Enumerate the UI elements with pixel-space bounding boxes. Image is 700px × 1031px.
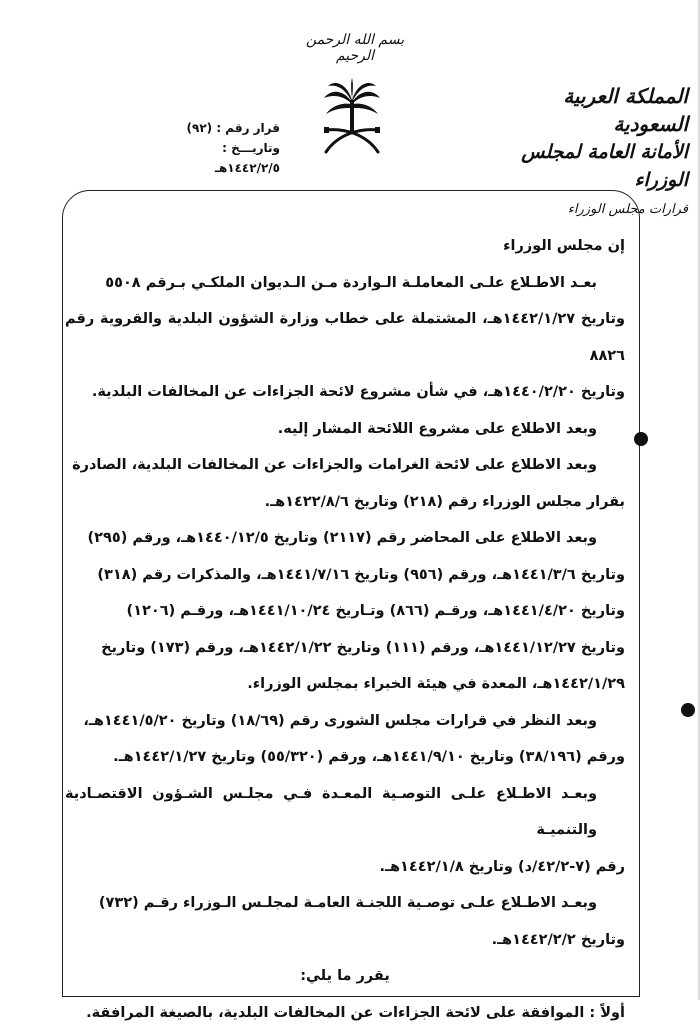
body-line: وبعـد الاطـلاع علـى التوصـية المعـدة فـي مجلـس الشـؤون الاقتصـادية والتنميـة <box>65 776 625 849</box>
decision-date: وتاريـــخ : ١٤٤٢/٢/٥هـ <box>165 138 280 178</box>
decision-body <box>65 228 625 1031</box>
body-line: رقم (٧-٤٢/٢/د) وتاريخ ١٤٤٢/١/٨هـ. <box>65 849 625 886</box>
body-line: وتاريخ ١٤٤١/٤/٢٠هـ، ورقـم (٨٦٦) وتـاريخ ١٤٤١/١٠/٢٤هـ، ورقـم (١٢٠٦) <box>65 593 625 630</box>
binder-hole <box>634 432 648 446</box>
body-line: ورقم (٣٨/١٩٦) وتاريخ ١٤٤١/٩/١٠هـ، ورقم (٥٥/٣٢٠) وتاريخ ١٤٤٢/١/٢٧هـ. <box>65 739 625 776</box>
body-line: ١٤٤٢/١/٢٩هـ، المعدة في هيئة الخبراء بمجلس الوزراء. <box>65 666 625 703</box>
body-line: إن مجلس الوزراء <box>65 228 625 265</box>
body-line: وتاريخ ١٤٤٢/٢/٢هـ. <box>65 922 625 959</box>
body-line: وتاريخ ١٤٤١/٣/٦هـ، ورقم (٩٥٦) وتاريخ ١٤٤١/٧/١٦هـ، والمذكرات رقم (٣١٨) <box>65 557 625 594</box>
body-line: وتاريخ ١٤٤٠/٢/٢٠هـ، في شأن مشروع لائحة الجزاءات عن المخالفات البلدية. <box>65 374 625 411</box>
letterhead-body: الأمانة العامة لمجلس الوزراء <box>483 138 688 194</box>
decision-meta <box>165 118 280 178</box>
body-line: وبعـد الاطـلاع علـى توصـية اللجنـة العامـة لمجلـس الـوزراء رقـم (٧٣٢) <box>65 885 625 922</box>
body-line: بعـد الاطـلاع علـى المعاملـة الـواردة مـن الـديوان الملكـي بـرقم ٥٥٠٨ <box>65 265 625 302</box>
letterhead-section: قرارات مجلس الوزراء <box>483 200 688 220</box>
body-line: وتاريخ ١٤٤٢/١/٢٧هـ، المشتملة على خطاب وزارة الشؤون البلدية والقروية رقم ٨٨٢٦ <box>65 301 625 374</box>
body-line: وبعد النظر في قرارات مجلس الشورى رقم (١٨/٦٩) وتاريخ ١٤٤١/٥/٢٠هـ، <box>65 703 625 740</box>
body-line: وبعد الاطلاع على المحاضر رقم (٢١١٧) وتاريخ ١٤٤٠/١٢/٥هـ، ورقم (٢٩٥) <box>65 520 625 557</box>
saudi-emblem-icon <box>320 78 384 156</box>
decision-number: قرار رقم : (٩٢) <box>165 118 280 138</box>
resolution-item: أولاً : الموافقة على لائحة الجزاءات عن المخالفات البلدية، بالصيغة المرافقة. <box>65 995 625 1031</box>
binder-hole <box>681 703 695 717</box>
body-line: بقرار مجلس الوزراء رقم (٢١٨) وتاريخ ١٤٢٢/٨/٦هـ. <box>65 484 625 521</box>
letterhead-country: المملكة العربية السعودية <box>483 82 688 138</box>
body-line: وبعد الاطلاع على مشروع اللائحة المشار إليه. <box>65 411 625 448</box>
body-line: وبعد الاطلاع على لائحة الغرامات والجزاءات عن المخالفات البلدية، الصادرة <box>65 447 625 484</box>
resolution-heading: يقرر ما يلي: <box>65 958 625 995</box>
basmala-header: بسم الله الرحمن الرحيم <box>290 32 420 64</box>
body-line: وتاريخ ١٤٤١/١٢/٢٧هـ، ورقم (١١١) وتاريخ ١٤٤٢/١/٢٢هـ، ورقم (١٧٣) وتاريخ <box>65 630 625 667</box>
